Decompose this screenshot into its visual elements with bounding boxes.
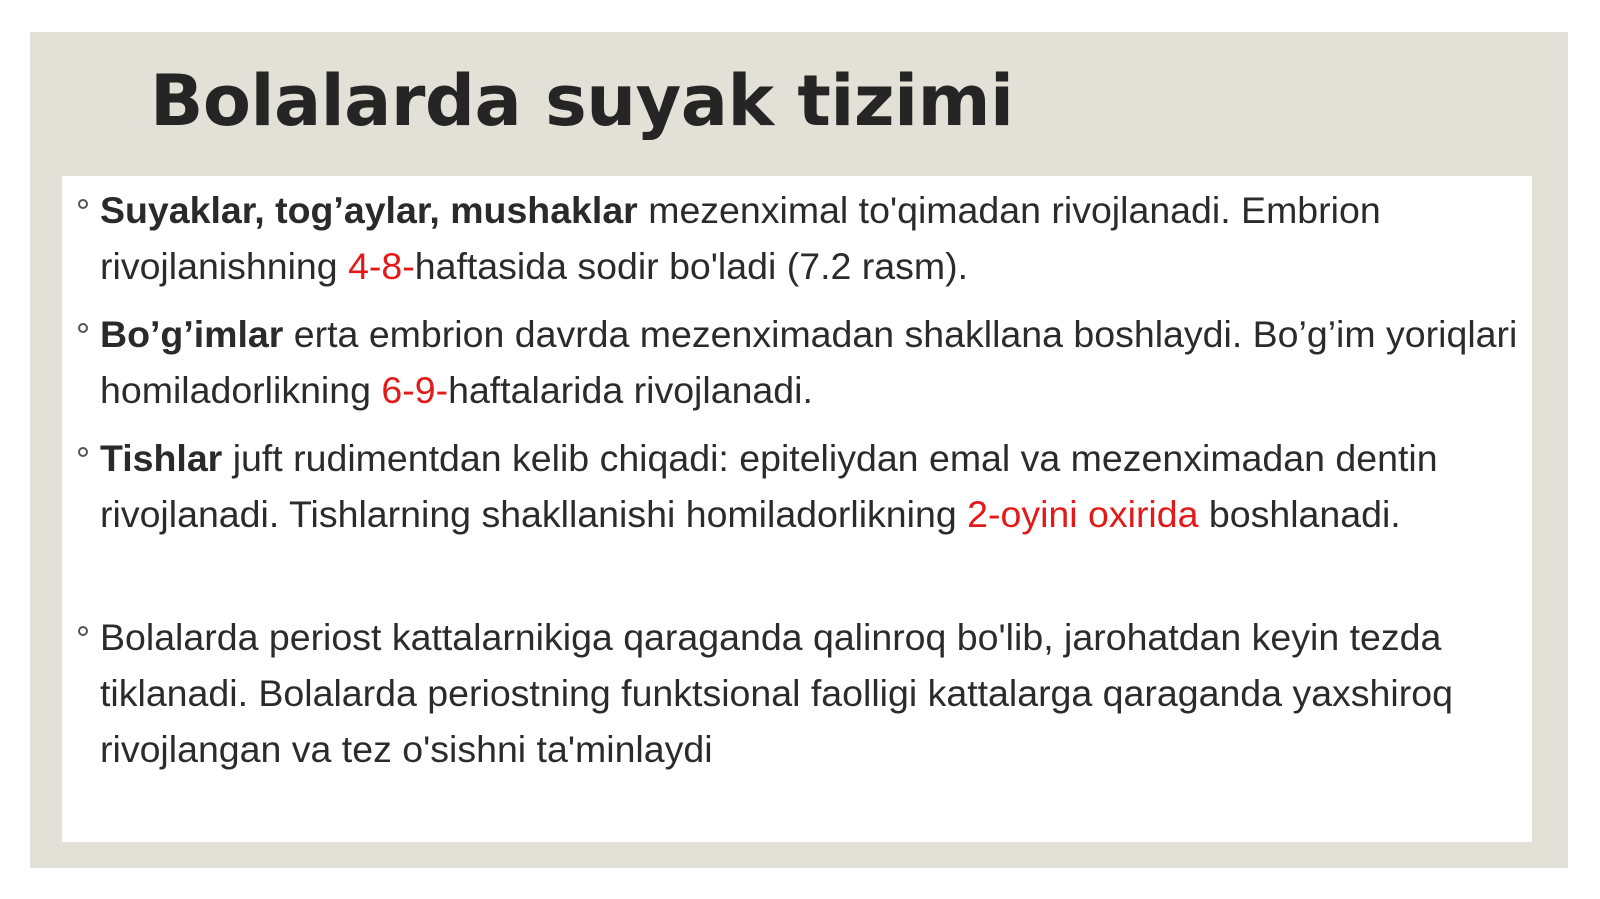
bullet-text: mezenximal to'qimadan rivojlanadi. Embrion rivojlanishning bbox=[100, 189, 1381, 287]
bullet-circle-icon bbox=[78, 626, 88, 636]
bullet-item-bones bbox=[78, 182, 1524, 294]
bullet-bold-lead: Suyaklar, tog’aylar, mushaklar bbox=[100, 189, 638, 231]
bullet-item-periosteum bbox=[78, 609, 1524, 777]
bullet-circle-icon bbox=[78, 447, 88, 457]
bullet-circle-icon bbox=[78, 199, 88, 209]
bullet-highlight: 4-8- bbox=[348, 245, 415, 287]
bullet-text: erta embrion davrda mezenximadan shakllana boshlaydi. Bo’g’im yoriqlari homiladorlikning bbox=[100, 313, 1518, 411]
bullet-item-teeth bbox=[78, 430, 1524, 542]
slide-title: Bolalarda suyak tizimi bbox=[150, 60, 1014, 142]
bullet-text: juft rudimentdan kelib chiqadi: epiteliydan emal va mezenximadan dentin rivojlanadi. Tishlarning shakllanishi homiladorlikning bbox=[100, 437, 1438, 535]
bullet-text: haftasida sodir bo'ladi (7.2 rasm). bbox=[414, 245, 969, 287]
bullet-item-joints bbox=[78, 306, 1524, 418]
bullet-text: boshlanadi. bbox=[1198, 493, 1401, 535]
bullet-bold-lead: Bo’g’imlar bbox=[100, 313, 284, 355]
content-box bbox=[62, 176, 1532, 842]
bullet-highlight: 2-oyini oxirida bbox=[967, 493, 1199, 535]
bullet-highlight: 6-9- bbox=[381, 369, 449, 411]
bullet-circle-icon bbox=[78, 323, 88, 333]
bullet-text: Bolalarda periost kattalarnikiga qaraganda qalinroq bo'lib, jarohatdan keyin tezda tiklanadi. Bolalarda periostning funktsional faolligi kattalarga qaraganda yaxshiroq rivojlangan va tez o'sishni ta'minlaydi bbox=[100, 616, 1453, 770]
bullet-text: haftalarida rivojlanadi. bbox=[448, 369, 813, 411]
bullet-bold-lead: Tishlar bbox=[100, 437, 223, 479]
